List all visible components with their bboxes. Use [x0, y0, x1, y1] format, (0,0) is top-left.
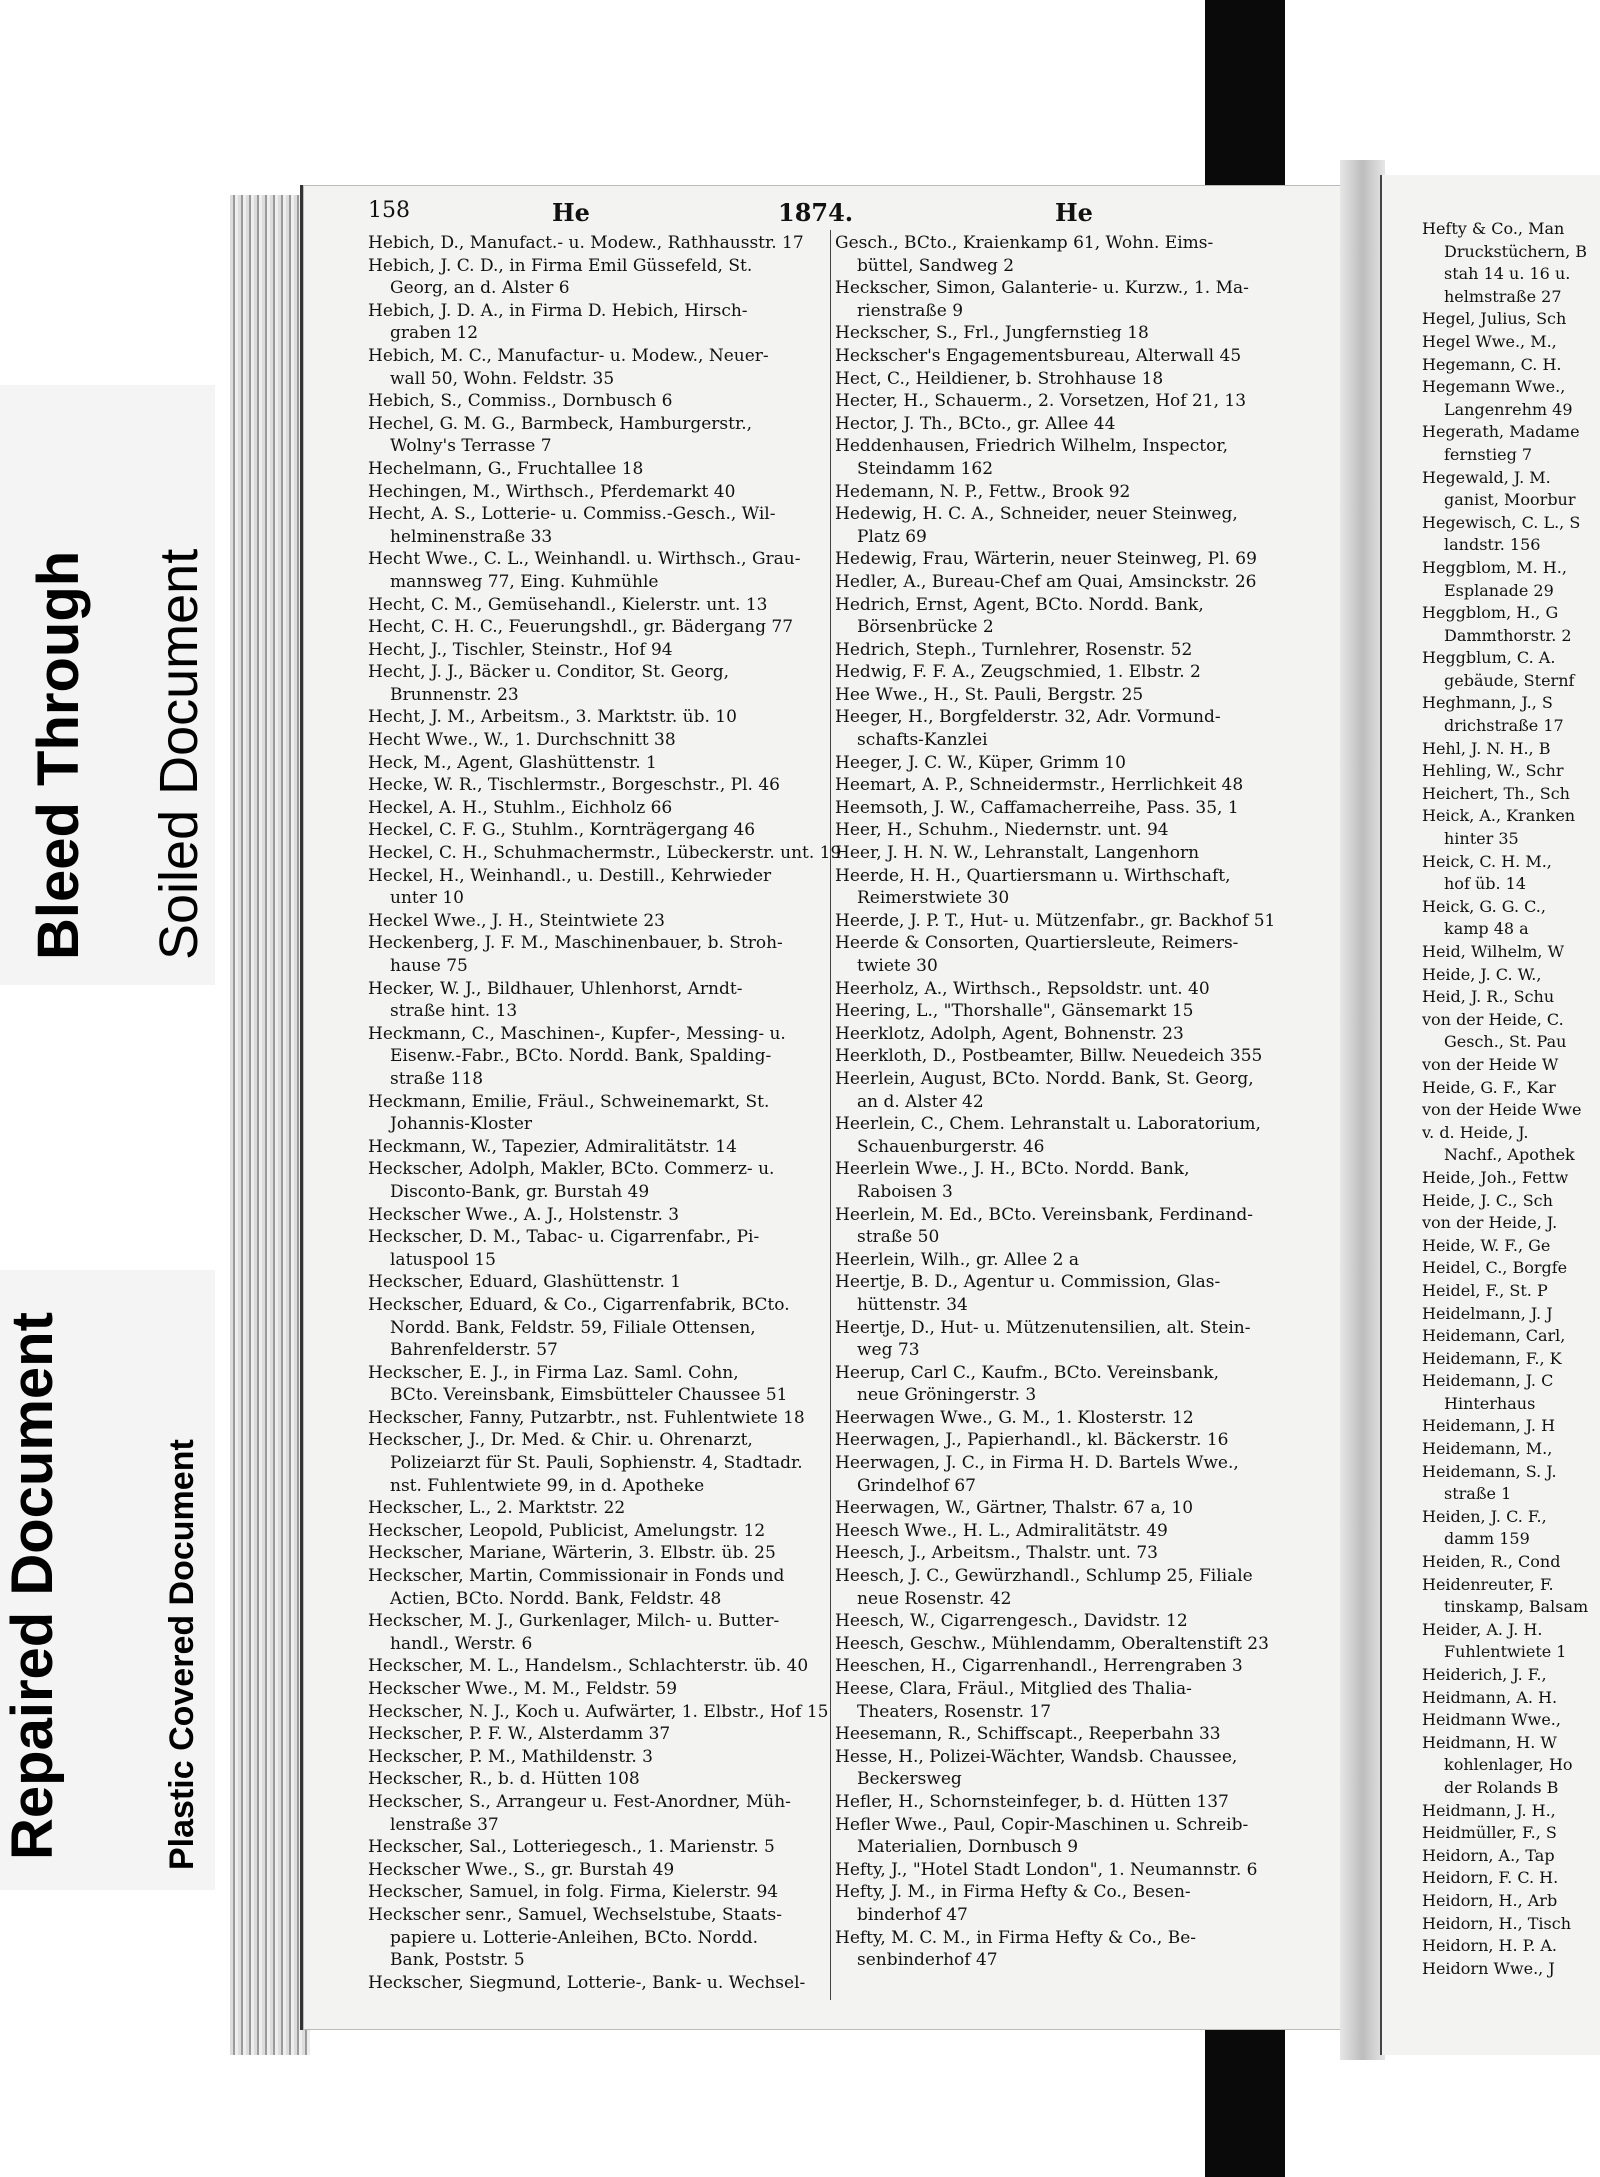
directory-entry-line: graben 12: [390, 323, 479, 344]
directory-entry-line: Dammthorstr. 2: [1444, 625, 1572, 645]
directory-entry-line: Heckel, C. H., Schuhmachermstr., Lübeckerstr. unt. 19: [368, 843, 842, 864]
directory-entry-line: Hebich, M. C., Manufactur- u. Modew., Neuer-: [368, 345, 769, 366]
directory-entry-line: Heckmann, Emilie, Fräul., Schweinemarkt, St.: [368, 1091, 770, 1112]
directory-entry-line: Heesch, J., Arbeitsm., Thalstr. unt. 73: [835, 1543, 1158, 1564]
directory-entry-line: Nachf., Apothek: [1444, 1145, 1575, 1165]
year-heading: 1874.: [778, 198, 854, 227]
directory-entry-line: Hecht, A. S., Lotterie- u. Commiss.-Gesch., Wil-: [368, 504, 776, 525]
directory-entry-line: Heckel, C. F. G., Stuhlm., Kornträgergang 46: [368, 820, 756, 841]
directory-entry-line: Heidemann, M.,: [1422, 1439, 1553, 1459]
directory-entry-line: Heick, G. G. C.,: [1422, 896, 1546, 916]
directory-entry-line: büttel, Sandweg 2: [857, 255, 1015, 276]
directory-entry-line: Heidel, C., Borgfe: [1422, 1258, 1568, 1278]
directory-entry-line: Heckscher, S., Frl., Jungfernstieg 18: [835, 323, 1149, 344]
directory-entry-line: Heick, C. H. M.,: [1422, 851, 1552, 871]
directory-entry-line: papiere u. Lotterie-Anleihen, BCto. Nordd.: [390, 1927, 759, 1948]
directory-entry-line: Hecht, J. J., Bäcker u. Conditor, St. Georg,: [368, 662, 730, 683]
directory-entry-line: Heckscher, S., Arrangeur u. Fest-Anordner, Müh-: [368, 1791, 791, 1812]
directory-entry-line: Hee Wwe., H., St. Pauli, Bergstr. 25: [835, 684, 1144, 705]
directory-entry-line: Heckscher senr., Samuel, Wechselstube, Staats-: [368, 1904, 782, 1925]
directory-entry-line: Langenrehm 49: [1444, 399, 1573, 419]
directory-entry-line: Heckscher, J., Dr. Med. & Chir. u. Ohrenarzt,: [368, 1430, 753, 1451]
directory-entry-line: Heckscher, Samuel, in folg. Firma, Kielerstr. 94: [368, 1882, 779, 1903]
directory-entry-line: Hebich, J. D. A., in Firma D. Hebich, Hirsch-: [368, 300, 748, 321]
directory-entry-line: Hedler, A., Bureau-Chef am Quai, Amsinckstr. 26: [835, 571, 1257, 592]
directory-entry-line: Heertje, D., Hut- u. Mützenutensilien, alt. Stein-: [835, 1317, 1251, 1338]
directory-entry-line: Heckscher, N. J., Koch u. Aufwärter, 1. Elbstr., Hof 15: [368, 1701, 829, 1722]
directory-column-middle: [835, 232, 1305, 1972]
directory-entry-line: Hecht, J. M., Arbeitsm., 3. Marktstr. üb. 10: [368, 707, 737, 728]
directory-entry-line: Heide, J. C. W.,: [1422, 964, 1542, 984]
directory-entry-line: Heide, Joh., Fettw: [1422, 1167, 1569, 1187]
directory-entry-line: Heckel Wwe., J. H., Steintwiete 23: [368, 910, 665, 931]
directory-entry-line: Heckscher, Eduard, & Co., Cigarrenfabrik, BCto.: [368, 1294, 790, 1315]
directory-entry-line: Reimerstwiete 30: [857, 888, 1010, 909]
directory-entry-line: Steindamm 162: [857, 458, 994, 479]
directory-entry-line: Heidorn, F. C. H.: [1422, 1868, 1559, 1888]
directory-entry-line: Heckscher Wwe., A. J., Holstenstr. 3: [368, 1204, 680, 1225]
directory-entry-line: Heide, G. F., Kar: [1422, 1077, 1556, 1097]
directory-entry-line: tinskamp, Balsam: [1444, 1597, 1589, 1617]
directory-entry-line: Heeger, J. C. W., Küper, Grimm 10: [835, 752, 1126, 773]
directory-entry-line: Hegewisch, C. L., S: [1422, 512, 1581, 532]
directory-entry-line: Heemart, A. P., Schneidermstr., Herrlichkeit 48: [835, 775, 1244, 796]
directory-column-right: [1422, 218, 1600, 1980]
directory-entry-line: Wolny's Terrasse 7: [390, 436, 552, 457]
book-gutter: [1340, 160, 1385, 2060]
directory-entry-line: Heerklotz, Adolph, Agent, Bohnenstr. 23: [835, 1023, 1184, 1044]
directory-entry-line: Heckscher's Engagementsbureau, Alterwall 45: [835, 345, 1242, 366]
directory-entry-line: handl., Werstr. 6: [390, 1633, 533, 1654]
directory-entry-line: Hedewig, H. C. A., Schneider, neuer Steinweg,: [835, 504, 1238, 525]
directory-entry-line: kohlenlager, Ho: [1444, 1755, 1573, 1775]
directory-entry-line: twiete 30: [857, 956, 938, 976]
directory-entry-line: Heerwagen, W., Gärtner, Thalstr. 67 a, 10: [835, 1498, 1194, 1519]
running-head-left: He: [552, 198, 590, 227]
directory-entry-line: nst. Fuhlentwiete 99, in d. Apotheke: [390, 1475, 705, 1496]
directory-entry-line: Heckscher, Sal., Lotteriegesch., 1. Marienstr. 5: [368, 1837, 775, 1858]
directory-entry-line: Heckmann, C., Maschinen-, Kupfer-, Messing- u.: [368, 1023, 786, 1044]
directory-entry-line: kamp 48 a: [1444, 919, 1529, 939]
directory-entry-line: Bank, Poststr. 5: [390, 1950, 525, 1971]
directory-entry-line: Schauenburgerstr. 46: [857, 1136, 1045, 1157]
directory-entry-line: helmstraße 27: [1444, 286, 1562, 306]
directory-entry-line: Hedewig, Frau, Wärterin, neuer Steinweg, Pl. 69: [835, 549, 1257, 570]
directory-entry-line: binderhof 47: [857, 1904, 968, 1925]
directory-entry-line: Hegemann Wwe.,: [1422, 377, 1566, 397]
directory-entry-line: mannsweg 77, Eing. Kuhmühle: [390, 571, 659, 592]
page-edges: [230, 195, 310, 2055]
directory-entry-line: Georg, an d. Alster 6: [390, 278, 570, 299]
directory-entry-line: straße 118: [390, 1068, 484, 1089]
directory-entry-line: Heick, A., Kranken: [1422, 806, 1576, 826]
directory-entry-line: Heckscher, P. M., Mathildenstr. 3: [368, 1746, 653, 1767]
directory-entry-line: Hegemann, C. H.: [1422, 354, 1562, 374]
directory-entry-line: BCto. Vereinsbank, Eimsbütteler Chaussee 51: [390, 1385, 788, 1406]
directory-entry-line: Heerlein, M. Ed., BCto. Vereinsbank, Ferdinand-: [835, 1204, 1254, 1225]
directory-entry-line: damm 159: [1444, 1529, 1530, 1549]
directory-entry-line: Heidemann, F., K: [1422, 1348, 1562, 1368]
directory-entry-line: Heering, L., "Thorshalle", Gänsemarkt 15: [835, 1001, 1194, 1022]
directory-entry-line: landstr. 156: [1444, 535, 1541, 555]
directory-entry-line: Heckenberg, J. F. M., Maschinenbauer, b. Stroh-: [368, 933, 783, 954]
directory-entry-line: unter 10: [390, 888, 464, 909]
directory-entry-line: Heichert, Th., Sch: [1422, 783, 1570, 803]
directory-entry-line: gebäude, Sternf: [1444, 670, 1575, 690]
directory-entry-line: Heide, J. C., Sch: [1422, 1190, 1553, 1210]
directory-entry-line: Beckersweg: [857, 1769, 962, 1790]
directory-entry-line: Brunnenstr. 23: [390, 684, 519, 705]
directory-entry-line: helminenstraße 33: [390, 526, 553, 547]
directory-entry-line: Raboisen 3: [857, 1181, 953, 1202]
directory-entry-line: Heckscher, E. J., in Firma Laz. Saml. Cohn,: [368, 1362, 739, 1383]
directory-entry-line: Heidorn Wwe., J: [1422, 1958, 1555, 1978]
directory-entry-line: Heckscher Wwe., M. M., Feldstr. 59: [368, 1679, 678, 1699]
directory-entry-line: weg 73: [857, 1340, 920, 1361]
directory-entry-line: Heiden, J. C. F.,: [1422, 1506, 1547, 1526]
directory-entry-line: latuspool 15: [390, 1249, 496, 1270]
directory-entry-line: Heesch, W., Cigarrengesch., Davidstr. 12: [835, 1611, 1188, 1632]
label-bleed-through: Bleed Through: [26, 550, 91, 960]
directory-entry-line: schafts-Kanzlei: [857, 730, 988, 751]
directory-entry-line: Hehling, W., Schr: [1422, 761, 1564, 781]
directory-entry-line: Hecht Wwe., C. L., Weinhandl. u. Wirthsch., Grau-: [368, 549, 801, 570]
directory-entry-line: Heesch, Geschw., Mühlendamm, Oberaltenstift 23: [835, 1633, 1269, 1654]
directory-entry-line: von der Heide Wwe: [1422, 1100, 1582, 1120]
directory-entry-line: Hector, J. Th., BCto., gr. Allee 44: [835, 413, 1116, 434]
directory-entry-line: lenstraße 37: [390, 1814, 499, 1835]
directory-entry-line: Hinterhaus: [1444, 1393, 1536, 1413]
directory-entry-line: Eisenw.-Fabr., BCto. Nordd. Bank, Spalding-: [390, 1046, 772, 1067]
directory-entry-line: Nordd. Bank, Feldstr. 59, Filiale Ottensen,: [390, 1317, 756, 1338]
directory-entry-line: Hefty, J., "Hotel Stadt London", 1. Neumannstr. 6: [835, 1859, 1258, 1880]
directory-entry-line: wall 50, Wohn. Feldstr. 35: [390, 368, 615, 389]
directory-entry-line: Hecht, C. H. C., Feuerungshdl., gr. Bädergang 77: [368, 617, 794, 638]
directory-entry-line: Heemsoth, J. W., Caffamacherreihe, Pass. 35, 1: [835, 797, 1239, 818]
directory-entry-line: von der Heide W: [1422, 1054, 1559, 1074]
directory-entry-line: Heerlein, August, BCto. Nordd. Bank, St. Georg,: [835, 1068, 1254, 1089]
directory-entry-line: Johannis-Kloster: [390, 1114, 533, 1135]
directory-entry-line: Heesemann, R., Schiffscapt., Reeperbahn 33: [835, 1724, 1221, 1745]
directory-entry-line: Heidemann, Carl,: [1422, 1326, 1566, 1346]
directory-entry-line: stah 14 u. 16 u.: [1444, 264, 1571, 284]
directory-entry-line: Heckscher, P. F. W., Alsterdamm 37: [368, 1724, 671, 1745]
directory-entry-line: Heckscher, Eduard, Glashüttenstr. 1: [368, 1272, 682, 1293]
directory-entry-line: Heertje, B. D., Agentur u. Commission, Glas-: [835, 1272, 1221, 1293]
directory-entry-line: Heckscher, Adolph, Makler, BCto. Commerz- u.: [368, 1159, 775, 1180]
directory-entry-line: Hecker, W. J., Bildhauer, Uhlenhorst, Arndt-: [368, 978, 743, 999]
directory-entry-line: Heerde, H. H., Quartiersmann u. Wirthschaft,: [835, 865, 1231, 886]
directory-entry-line: Hebich, J. C. D., in Firma Emil Güssefeld, St.: [368, 255, 753, 276]
directory-entry-line: Hesse, H., Polizei-Wächter, Wandsb. Chaussee,: [835, 1746, 1238, 1767]
directory-entry-line: Hebich, D., Manufact.- u. Modew., Rathhausstr. 17: [368, 233, 804, 253]
directory-entry-line: Heidemann, J. C: [1422, 1371, 1554, 1391]
directory-entry-line: Börsenbrücke 2: [857, 617, 994, 638]
directory-entry-line: Druckstüchern, B: [1444, 241, 1587, 261]
directory-entry-line: Heerde & Consorten, Quartiersleute, Reimers-: [835, 933, 1239, 954]
directory-entry-line: Hefty, J. M., in Firma Hefty & Co., Besen-: [835, 1882, 1191, 1903]
directory-entry-line: Heer, J. H. N. W., Lehranstalt, Langenhorn: [835, 843, 1200, 864]
directory-entry-line: drichstraße 17: [1444, 716, 1564, 736]
directory-entry-line: Heidel, F., St. P: [1422, 1280, 1548, 1300]
directory-entry-line: Heckscher, Fanny, Putzarbtr., nst. Fuhlentwiete 18: [368, 1407, 805, 1428]
directory-entry-line: Heerkloth, D., Postbeamter, Billw. Neuedeich 355: [835, 1046, 1263, 1067]
directory-entry-line: Hedwig, F. F. A., Zeugschmied, 1. Elbstr. 2: [835, 662, 1201, 683]
directory-entry-line: Hefty, M. C. M., in Firma Hefty & Co., Be-: [835, 1927, 1197, 1948]
directory-column-left: [368, 232, 846, 1994]
directory-entry-line: Heiderich, J. F.,: [1422, 1665, 1547, 1684]
label-soiled-document: Soiled Document: [149, 548, 209, 960]
directory-entry-line: senbinderhof 47: [857, 1950, 998, 1971]
directory-entry-line: Heckel, H., Weinhandl., u. Destill., Kehrwieder: [368, 865, 772, 886]
directory-entry-line: ganist, Moorbur: [1444, 490, 1576, 510]
directory-entry-line: Heckscher, L., 2. Marktstr. 22: [368, 1498, 626, 1519]
directory-entry-line: Heid, J. R., Schu: [1422, 987, 1555, 1007]
directory-entry-line: hüttenstr. 34: [857, 1294, 968, 1315]
directory-entry-line: hinter 35: [1444, 829, 1519, 849]
directory-entry-line: hause 75: [390, 956, 468, 976]
directory-entry-line: Heerde, J. P. T., Hut- u. Mützenfabr., gr. Backhof 51: [835, 910, 1276, 931]
directory-entry-line: straße hint. 13: [390, 1001, 518, 1022]
directory-entry-line: Hehl, J. N. H., B: [1422, 738, 1551, 758]
directory-entry-line: Heid, Wilhelm, W: [1422, 942, 1565, 961]
directory-entry-line: Heerup, Carl C., Kaufm., BCto. Vereinsbank,: [835, 1362, 1219, 1383]
label-plastic-covered: Plastic Covered Document: [163, 1439, 201, 1870]
directory-entry-line: Heggblom, H., G: [1422, 603, 1559, 623]
directory-entry-line: Grindelhof 67: [857, 1475, 976, 1496]
directory-entry-line: Hect, C., Heildiener, b. Strohhause 18: [835, 368, 1164, 389]
directory-entry-line: Heggblum, C. A.: [1422, 648, 1556, 668]
directory-entry-line: Heckscher, Martin, Commissionair in Fonds und: [368, 1566, 785, 1587]
directory-entry-line: Heghmann, J., S: [1422, 693, 1553, 713]
directory-entry-line: Heckscher, M. L., Handelsm., Schlachterstr. üb. 40: [368, 1656, 809, 1677]
directory-entry-line: Hefler Wwe., Paul, Copir-Maschinen u. Schreib-: [835, 1814, 1249, 1835]
running-head-right: He: [1055, 198, 1093, 227]
directory-entry-line: Hecke, W. R., Tischlermstr., Borgeschstr., Pl. 46: [368, 775, 780, 796]
directory-entry-line: Gesch., BCto., Kraienkamp 61, Wohn. Eims-: [835, 233, 1214, 253]
directory-entry-line: Heddenhausen, Friedrich Wilhelm, Inspector,: [835, 436, 1228, 457]
directory-entry-line: Hecht, J., Tischler, Steinstr., Hof 94: [368, 639, 673, 660]
directory-entry-line: an d. Alster 42: [857, 1091, 984, 1112]
directory-entry-line: straße 50: [857, 1227, 940, 1248]
directory-entry-line: Heidmann, H. W: [1422, 1732, 1557, 1752]
directory-entry-line: Heckscher, Leopold, Publicist, Amelungstr. 12: [368, 1520, 766, 1541]
directory-entry-line: Heidmann Wwe.,: [1422, 1710, 1561, 1730]
directory-entry-line: Actien, BCto. Nordd. Bank, Feldstr. 48: [390, 1588, 722, 1609]
directory-entry-line: Heerwagen, J., Papierhandl., kl. Bäckerstr. 16: [835, 1430, 1229, 1451]
directory-entry-line: der Rolands B: [1444, 1777, 1559, 1797]
directory-entry-line: Gesch., St. Pau: [1444, 1032, 1567, 1052]
directory-entry-line: Heidemann, J. H: [1422, 1416, 1556, 1436]
directory-entry-line: Materialien, Dornbusch 9: [857, 1837, 1079, 1858]
directory-entry-line: Heerholz, A., Wirthsch., Repsoldstr. unt. 40: [835, 978, 1210, 999]
directory-entry-line: Heck, M., Agent, Glashüttenstr. 1: [368, 752, 657, 773]
directory-entry-line: Hechelmann, G., Fruchtallee 18: [368, 458, 644, 479]
directory-entry-line: Heerlein Wwe., J. H., BCto. Nordd. Bank,: [835, 1159, 1190, 1180]
directory-entry-line: Hedemann, N. P., Fettw., Brook 92: [835, 481, 1131, 502]
directory-entry-line: Heidorn, H., Tisch: [1422, 1913, 1572, 1933]
directory-entry-line: Heerlein, Wilh., gr. Allee 2 a: [835, 1249, 1079, 1270]
directory-entry-line: Heeschen, H., Cigarrenhandl., Herrengraben 3: [835, 1656, 1243, 1677]
directory-entry-line: Hedrich, Ernst, Agent, BCto. Nordd. Bank,: [835, 594, 1204, 615]
directory-entry-line: Heide, W. F., Ge: [1422, 1235, 1551, 1255]
directory-entry-line: neue Rosenstr. 42: [857, 1588, 1012, 1609]
directory-entry-line: Hegewald, J. M.: [1422, 467, 1551, 487]
directory-entry-line: Hegerath, Madame: [1422, 422, 1580, 442]
directory-entry-line: Heckscher Wwe., S., gr. Burstah 49: [368, 1859, 675, 1880]
directory-entry-line: Heidmann, J. H.,: [1422, 1800, 1556, 1820]
directory-entry-line: Hegel Wwe., M.,: [1422, 331, 1557, 351]
directory-entry-line: Hechel, G. M. G., Barmbeck, Hamburgerstr.,: [368, 413, 753, 434]
directory-entry-line: Hecter, H., Schauerm., 2. Vorsetzen, Hof 21, 13: [835, 391, 1247, 412]
directory-entry-line: Heckscher, M. J., Gurkenlager, Milch- u. Butter-: [368, 1611, 780, 1632]
directory-entry-line: Heer, H., Schuhm., Niedernstr. unt. 94: [835, 820, 1169, 841]
directory-entry-line: Heidmüller, F., S: [1422, 1823, 1557, 1843]
directory-entry-line: Heckscher, Simon, Galanterie- u. Kurzw., 1. Ma-: [835, 278, 1249, 299]
directory-entry-line: Heidorn, H. P. A.: [1422, 1936, 1557, 1956]
directory-entry-line: straße 1: [1444, 1484, 1512, 1504]
directory-entry-line: Theaters, Rosenstr. 17: [857, 1701, 1052, 1722]
directory-entry-line: Heeger, H., Borgfelderstr. 32, Adr. Vormund-: [835, 707, 1221, 728]
directory-entry-line: Heerlein, C., Chem. Lehranstalt u. Laboratorium,: [835, 1114, 1261, 1135]
directory-entry-line: rienstraße 9: [857, 300, 964, 321]
directory-entry-line: v. d. Heide, J.: [1422, 1122, 1529, 1142]
directory-entry-line: Heidelmann, J. J: [1422, 1303, 1553, 1323]
directory-entry-line: Heckscher, Siegmund, Lotterie-, Bank- u. Wechsel-: [368, 1972, 806, 1993]
directory-entry-line: Heider, A. J. H.: [1422, 1619, 1543, 1639]
directory-entry-line: Heerwagen, J. C., in Firma H. D. Bartels Wwe.,: [835, 1453, 1239, 1474]
directory-entry-line: Heggblom, M. H.,: [1422, 557, 1567, 577]
directory-entry-line: fernstieg 7: [1444, 444, 1533, 464]
directory-entry-line: Heckscher, D. M., Tabac- u. Cigarrenfabr., Pi-: [368, 1227, 760, 1248]
directory-entry-line: Hebich, S., Commiss., Dornbusch 6: [368, 391, 673, 412]
directory-entry-line: Hecht Wwe., W., 1. Durchschnitt 38: [368, 730, 676, 751]
directory-entry-line: Heckscher, Mariane, Wärterin, 3. Elbstr. üb. 25: [368, 1543, 776, 1564]
directory-entry-line: Hechingen, M., Wirthsch., Pferdemarkt 40: [368, 481, 736, 502]
directory-entry-line: Disconto-Bank, gr. Burstah 49: [390, 1181, 650, 1202]
directory-entry-line: Hegel, Julius, Sch: [1422, 309, 1567, 329]
directory-entry-line: Heidenreuter, F.: [1422, 1574, 1554, 1594]
directory-entry-line: hof üb. 14: [1444, 874, 1527, 894]
directory-entry-line: von der Heide, C.: [1422, 1009, 1564, 1029]
directory-entry-line: Platz 69: [857, 526, 927, 547]
directory-entry-line: Heesch Wwe., H. L., Admiralitätstr. 49: [835, 1520, 1168, 1541]
directory-entry-line: Heidmann, A. H.: [1422, 1687, 1558, 1707]
directory-entry-line: Heckscher, R., b. d. Hütten 108: [368, 1769, 640, 1790]
directory-entry-line: Bahrenfelderstr. 57: [390, 1340, 558, 1361]
label-repaired-document: Repaired Document: [0, 1312, 65, 1860]
directory-entry-line: neue Gröningerstr. 3: [857, 1385, 1037, 1406]
directory-entry-line: Heidorn, A., Tap: [1422, 1845, 1555, 1865]
directory-entry-line: Heiden, R., Cond: [1422, 1552, 1561, 1572]
directory-entry-line: Heesch, J. C., Gewürzhandl., Schlump 25, Filiale: [835, 1566, 1253, 1587]
directory-entry-line: Heerwagen Wwe., G. M., 1. Klosterstr. 12: [835, 1407, 1194, 1428]
directory-entry-line: Heidorn, H., Arb: [1422, 1890, 1558, 1910]
page-number: 158: [368, 198, 410, 223]
directory-entry-line: Hefty & Co., Man: [1422, 219, 1565, 238]
directory-entry-line: Hecht, C. M., Gemüsehandl., Kielerstr. unt. 13: [368, 594, 768, 615]
directory-entry-line: Hedrich, Steph., Turnlehrer, Rosenstr. 52: [835, 639, 1193, 660]
directory-entry-line: Fuhlentwiete 1: [1444, 1642, 1567, 1662]
directory-entry-line: Heckmann, W., Tapezier, Admiralitätstr. 14: [368, 1136, 737, 1157]
directory-entry-line: Heidemann, S. J.: [1422, 1461, 1557, 1481]
directory-entry-line: Hefler, H., Schornsteinfeger, b. d. Hütten 137: [835, 1791, 1229, 1812]
directory-entry-line: Esplanade 29: [1444, 580, 1554, 600]
directory-entry-line: Heese, Clara, Fräul., Mitglied des Thalia-: [835, 1679, 1192, 1699]
directory-entry-line: Polizeiarzt für St. Pauli, Sophienstr. 4, Stadtadr.: [390, 1453, 803, 1474]
directory-entry-line: Heckel, A. H., Stuhlm., Eichholz 66: [368, 797, 673, 818]
directory-entry-line: von der Heide, J.: [1422, 1213, 1558, 1233]
